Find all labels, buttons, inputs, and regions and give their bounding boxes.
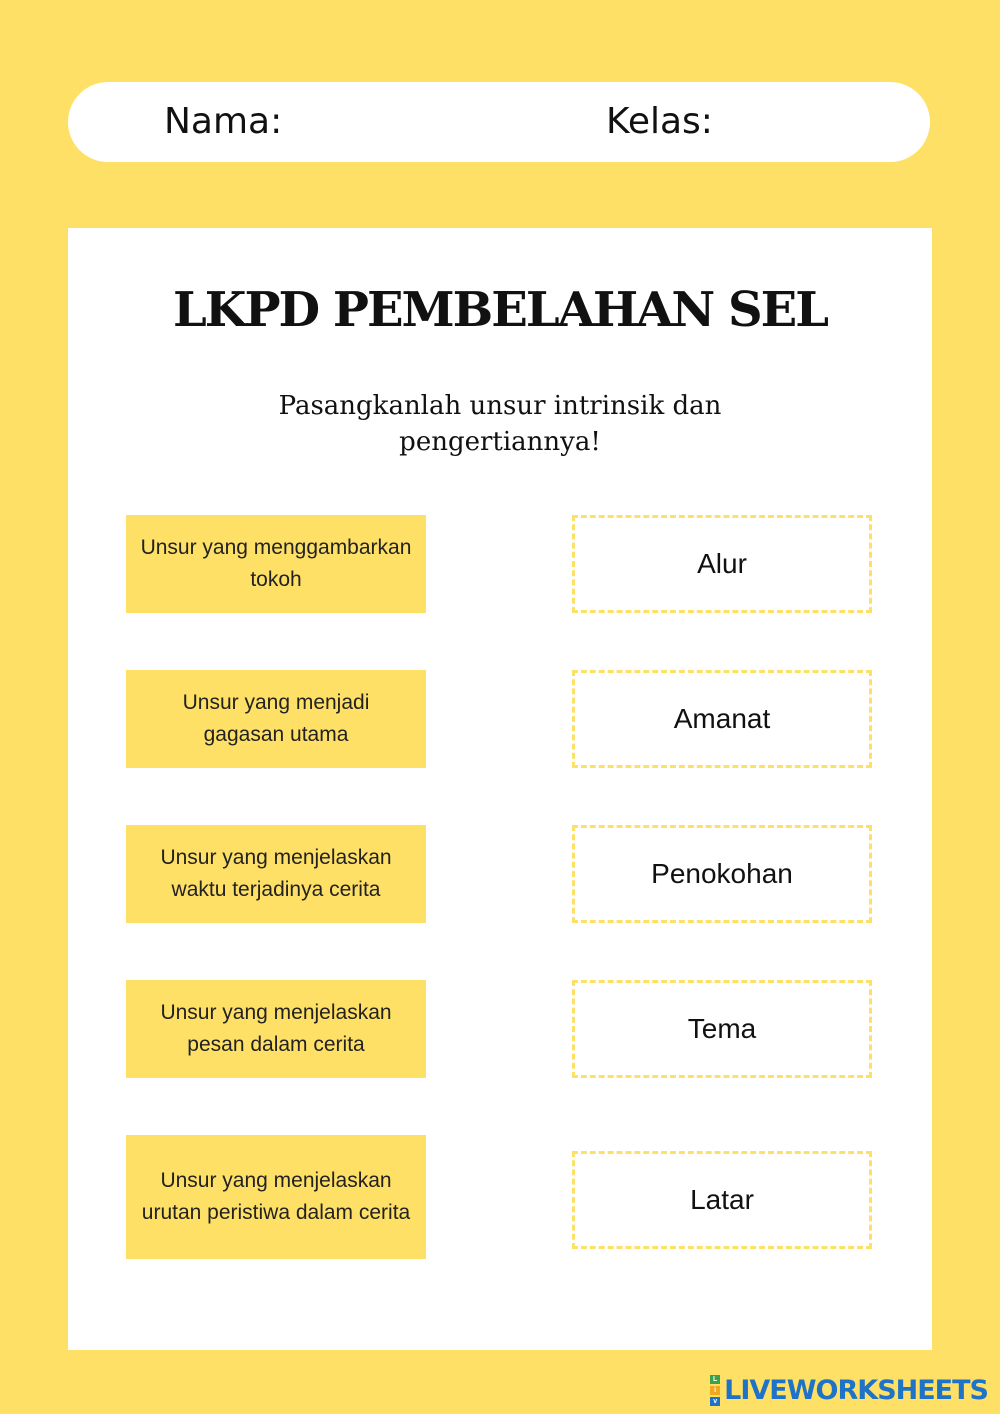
term-box[interactable]: Amanat bbox=[572, 670, 872, 768]
term-box[interactable]: Tema bbox=[572, 980, 872, 1078]
logo-letter: v bbox=[710, 1397, 720, 1406]
worksheet-card bbox=[68, 228, 932, 1350]
term-box[interactable]: Alur bbox=[572, 515, 872, 613]
description-card[interactable]: Unsur yang menjelaskan pesan dalam cerita bbox=[126, 980, 426, 1078]
term-box[interactable]: Penokohan bbox=[572, 825, 872, 923]
student-info-bar bbox=[68, 82, 930, 162]
term-box[interactable]: Latar bbox=[572, 1151, 872, 1249]
instruction-text: Pasangkanlah unsur intrinsik dan pengertiannya! bbox=[278, 391, 722, 457]
class-label: Kelas: bbox=[606, 101, 713, 142]
liveworksheets-logo-icon bbox=[710, 1374, 720, 1407]
liveworksheets-logo bbox=[710, 1373, 988, 1407]
description-card[interactable]: Unsur yang menjelaskan waktu terjadinya cerita bbox=[126, 825, 426, 923]
description-card[interactable]: Unsur yang menjelaskan urutan peristiwa dalam cerita bbox=[126, 1135, 426, 1259]
description-card[interactable]: Unsur yang menggambarkan tokoh bbox=[126, 515, 426, 613]
logo-letter: i bbox=[710, 1386, 720, 1395]
liveworksheets-brand-text: LIVEWORKSHEETS bbox=[724, 1374, 988, 1406]
description-card[interactable]: Unsur yang menjadi gagasan utama bbox=[126, 670, 426, 768]
name-label: Nama: bbox=[164, 101, 283, 142]
worksheet-title: LKPD PEMBELAHAN SEL bbox=[172, 282, 828, 338]
logo-letter: L bbox=[710, 1375, 720, 1384]
